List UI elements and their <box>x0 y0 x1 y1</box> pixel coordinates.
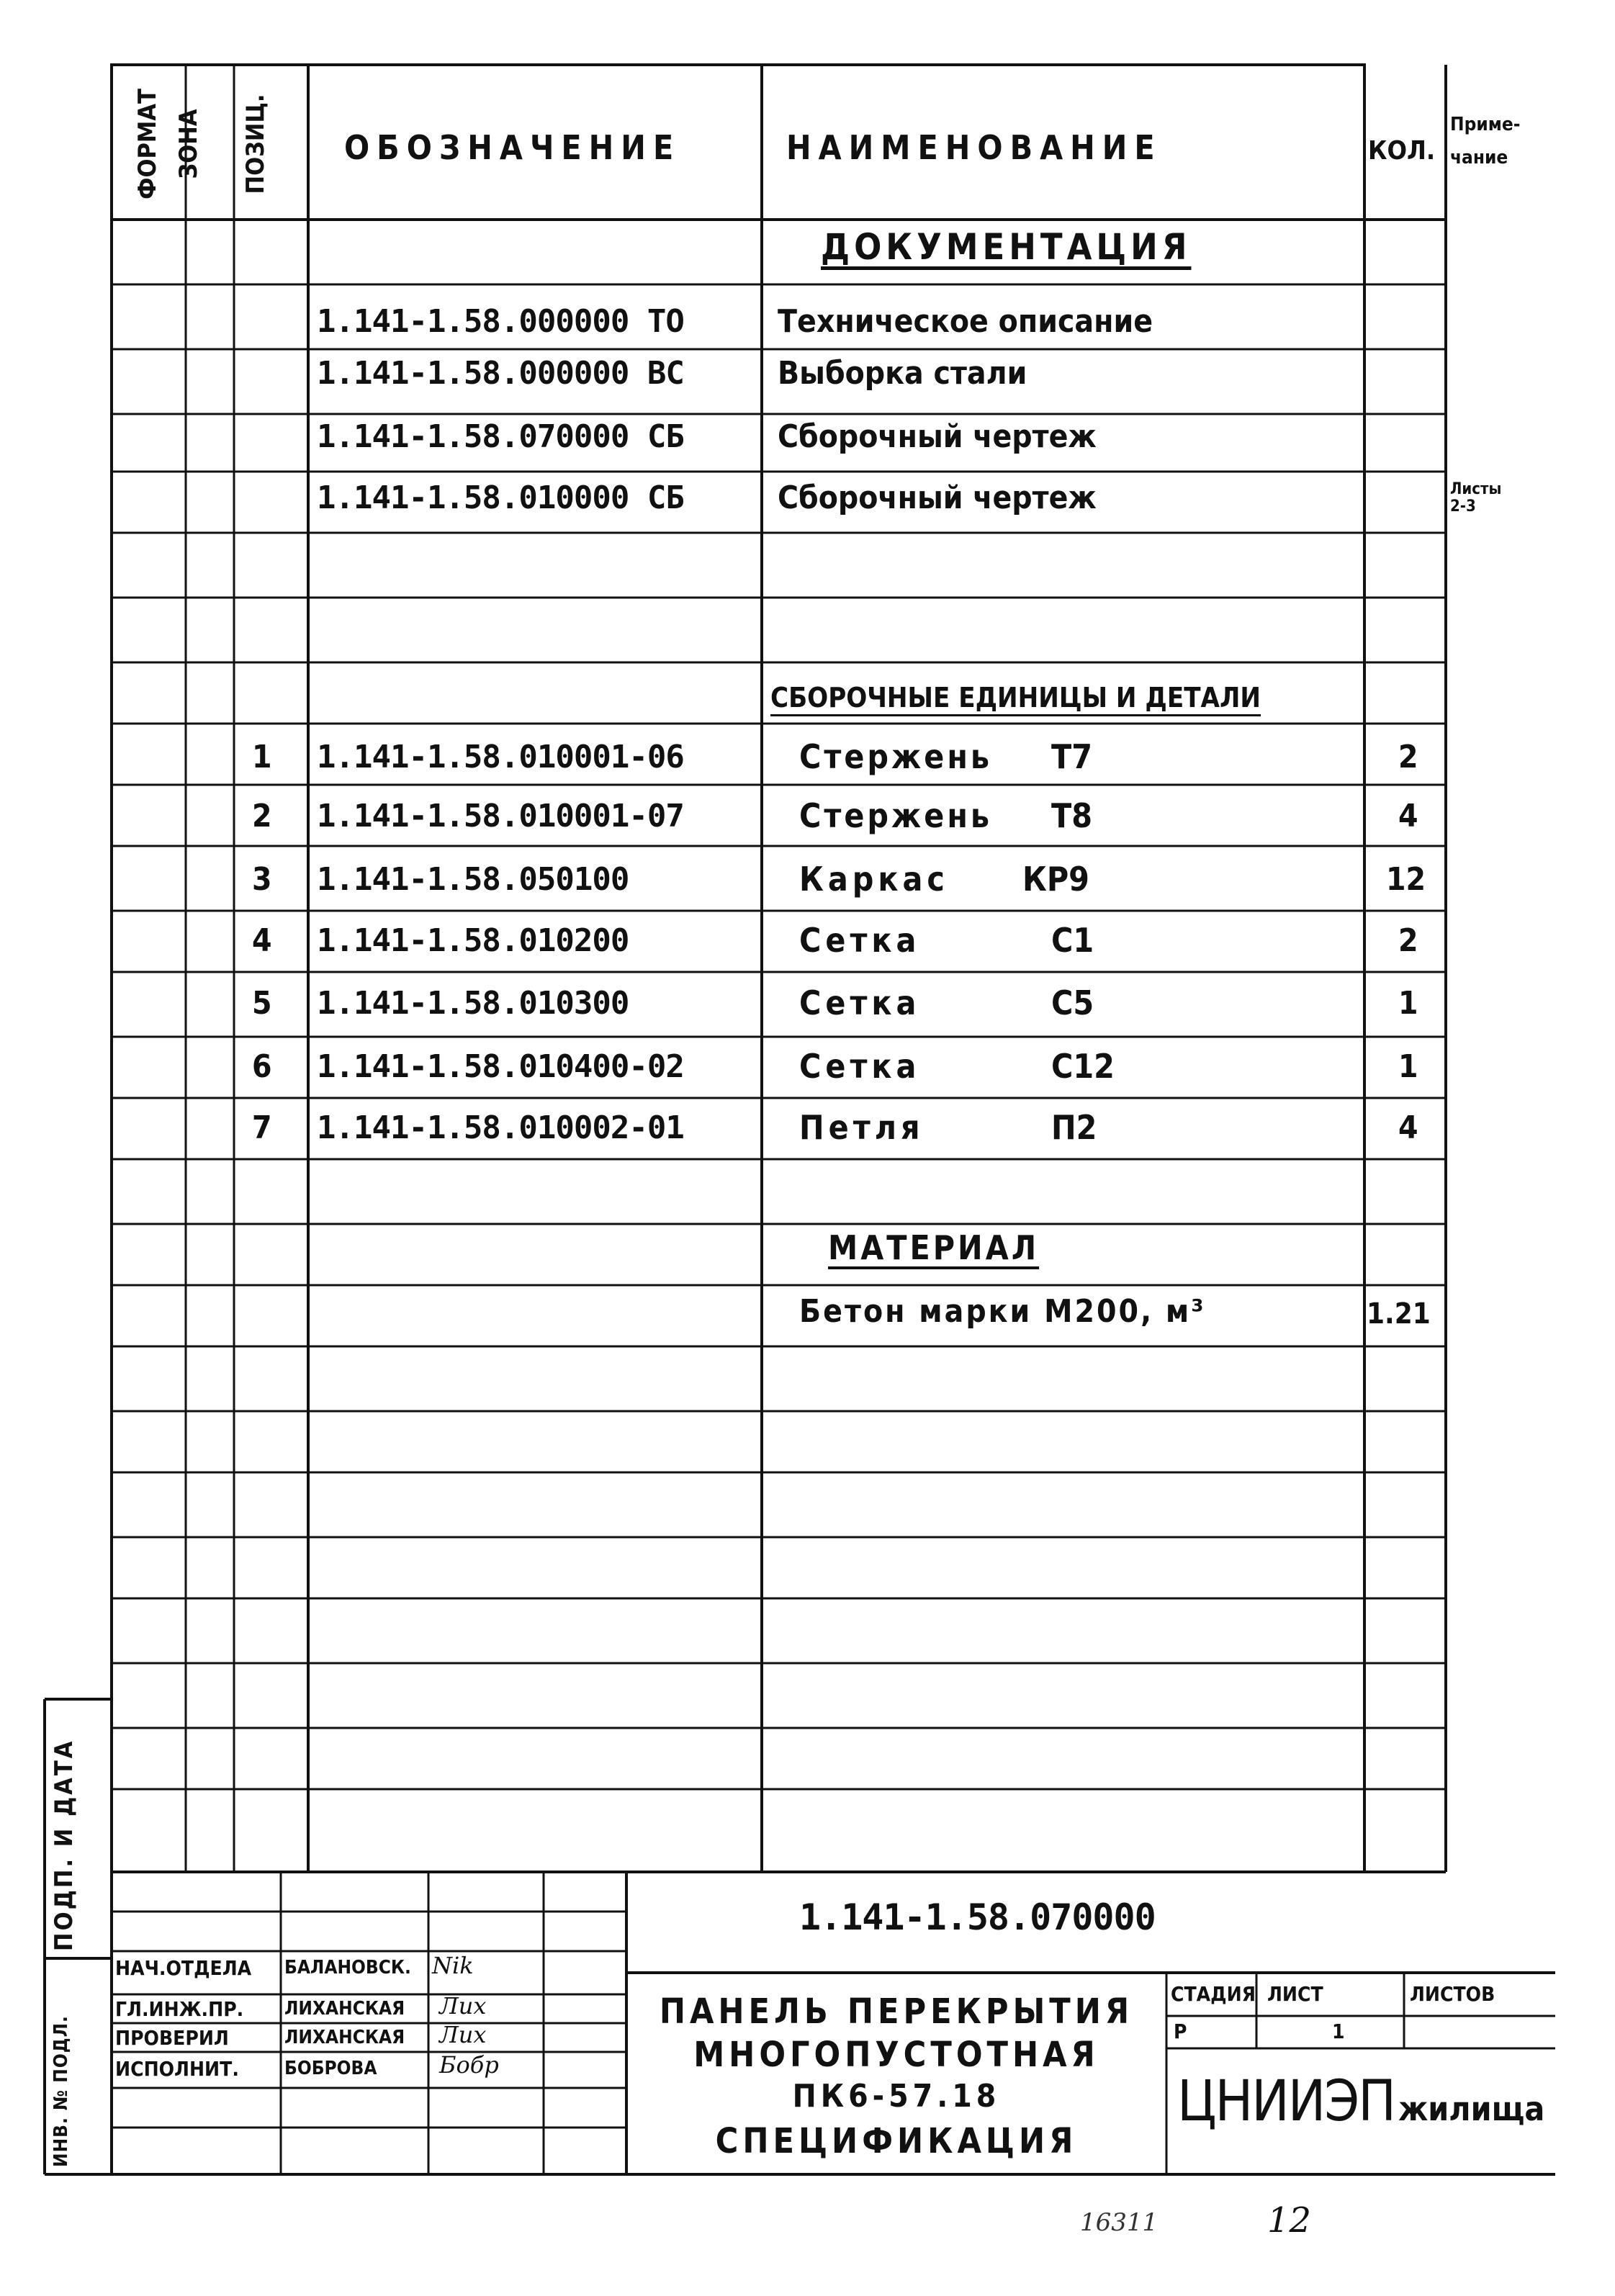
item-pos-1: 1 <box>252 739 272 775</box>
org-stamp <box>1177 2069 1545 2134</box>
item-mark-4: С1 <box>1051 921 1094 960</box>
org-name: ЦНИИЭП <box>1177 2069 1395 2134</box>
header-format: ФОРМАТ <box>133 89 162 199</box>
title-doc-code: 1.141-1.58.070000 <box>799 1896 1156 1938</box>
section-assemblies: СБОРОЧНЫЕ ЕДИНИЦЫ И ДЕТАЛИ <box>770 682 1261 713</box>
doc-designation-3: 1.141-1.58.070000 СБ <box>317 418 684 455</box>
item-name-6: Сетка <box>799 1047 921 1086</box>
side-label-inv-no: ИНВ. № ПОДЛ. <box>50 2015 72 2167</box>
item-name-7: Петля <box>799 1108 925 1147</box>
item-pos-7: 7 <box>252 1109 272 1146</box>
material-name: Бетон марки М200, м³ <box>799 1293 1206 1330</box>
item-qty-3: 12 <box>1386 861 1426 898</box>
item-name-5: Сетка <box>799 983 921 1022</box>
header-position: ПОЗИЦ. <box>241 94 270 194</box>
item-qty-6: 1 <box>1398 1048 1418 1085</box>
header-name: НАИМЕНОВАНИЕ <box>786 128 1162 167</box>
item-qty-2: 4 <box>1398 798 1418 834</box>
signature-2: Лих <box>439 1992 487 2020</box>
side-label-sign-date: ПОДП. И ДАТА <box>50 1739 78 1951</box>
role-4: ИСПОЛНИТ. <box>115 2057 239 2081</box>
title-name-1: ПАНЕЛЬ ПЕРЕКРЫТИЯ <box>659 1991 1134 2032</box>
role-1: НАЧ.ОТДЕЛА <box>115 1956 252 1980</box>
item-pos-4: 4 <box>252 922 272 959</box>
title-name-4: СПЕЦИФИКАЦИЯ <box>715 2121 1078 2161</box>
item-mark-7: П2 <box>1051 1108 1097 1147</box>
role-3: ПРОВЕРИЛ <box>115 2026 229 2050</box>
doc-name-3: Сборочный чертеж <box>778 418 1097 455</box>
signature-3: Лих <box>439 2021 487 2048</box>
doc-name-1: Техническое описание <box>778 303 1153 340</box>
item-designation-1: 1.141-1.58.010001-06 <box>317 739 684 775</box>
doc-name-2: Выборка стали <box>778 355 1027 392</box>
item-pos-3: 3 <box>252 861 272 898</box>
item-pos-2: 2 <box>252 798 272 834</box>
org-suffix: жилища <box>1398 2089 1545 2128</box>
footer-page-number: 12 <box>1267 2200 1312 2241</box>
footer-stamp-number: 16311 <box>1080 2208 1159 2237</box>
item-qty-5: 1 <box>1398 985 1418 1022</box>
doc-designation-2: 1.141-1.58.000000 ВС <box>317 355 684 392</box>
stage-value: Р <box>1174 2020 1187 2043</box>
item-designation-7: 1.141-1.58.010002-01 <box>317 1109 684 1146</box>
signature-1: Nik <box>432 1952 474 1979</box>
sheets-label: ЛИСТОВ <box>1410 1982 1495 2006</box>
doc-name-4: Сборочный чертеж <box>778 480 1097 516</box>
item-qty-4: 2 <box>1398 922 1418 959</box>
item-name-3: Каркас <box>799 860 949 899</box>
person-4: БОБРОВА <box>284 2058 377 2079</box>
item-designation-2: 1.141-1.58.010001-07 <box>317 798 684 834</box>
item-mark-2: Т8 <box>1051 796 1093 835</box>
item-designation-3: 1.141-1.58.050100 <box>317 861 629 898</box>
signature-4: Бобр <box>439 2051 499 2079</box>
section-material: МАТЕРИАЛ <box>828 1228 1040 1267</box>
title-name-3: ПК6-57.18 <box>792 2078 1001 2115</box>
item-designation-5: 1.141-1.58.010300 <box>317 985 629 1022</box>
material-qty: 1.21 <box>1367 1297 1431 1331</box>
role-2: ГЛ.ИНЖ.ПР. <box>115 1997 244 2021</box>
person-2: ЛИХАНСКАЯ <box>284 1998 405 2020</box>
doc-designation-4: 1.141-1.58.010000 СБ <box>317 480 684 516</box>
item-mark-5: С5 <box>1051 983 1094 1022</box>
title-name-2: МНОГОПУСТОТНАЯ <box>693 2035 1099 2075</box>
stage-label: СТАДИЯ <box>1171 1982 1256 2006</box>
item-qty-7: 4 <box>1398 1109 1418 1146</box>
header-zone: ЗОНА <box>174 109 203 179</box>
header-qty: КОЛ. <box>1368 136 1436 166</box>
person-3: ЛИХАНСКАЯ <box>284 2027 405 2048</box>
item-mark-1: Т7 <box>1051 737 1093 776</box>
header-designation: ОБОЗНАЧЕНИЕ <box>344 128 681 167</box>
doc-note-4: Листы 2-3 <box>1450 480 1502 516</box>
sheet-label: ЛИСТ <box>1267 1982 1323 2006</box>
doc-designation-1: 1.141-1.58.000000 ТО <box>317 303 684 340</box>
item-pos-5: 5 <box>252 985 272 1022</box>
item-name-2: Стержень <box>799 796 993 835</box>
item-name-4: Сетка <box>799 921 921 960</box>
header-note-1: Приме- <box>1450 114 1521 135</box>
item-designation-6: 1.141-1.58.010400-02 <box>317 1048 684 1085</box>
item-qty-1: 2 <box>1398 739 1418 775</box>
person-1: БАЛАНОВСК. <box>284 1957 411 1978</box>
section-documentation: ДОКУМЕНТАЦИЯ <box>821 226 1192 268</box>
sheet-value: 1 <box>1332 2020 1345 2043</box>
item-pos-6: 6 <box>252 1048 272 1085</box>
item-mark-6: С12 <box>1051 1047 1115 1086</box>
header-note-2: чание <box>1450 147 1508 168</box>
item-designation-4: 1.141-1.58.010200 <box>317 922 629 959</box>
item-name-1: Стержень <box>799 737 993 776</box>
item-mark-3: КР9 <box>1022 860 1089 899</box>
